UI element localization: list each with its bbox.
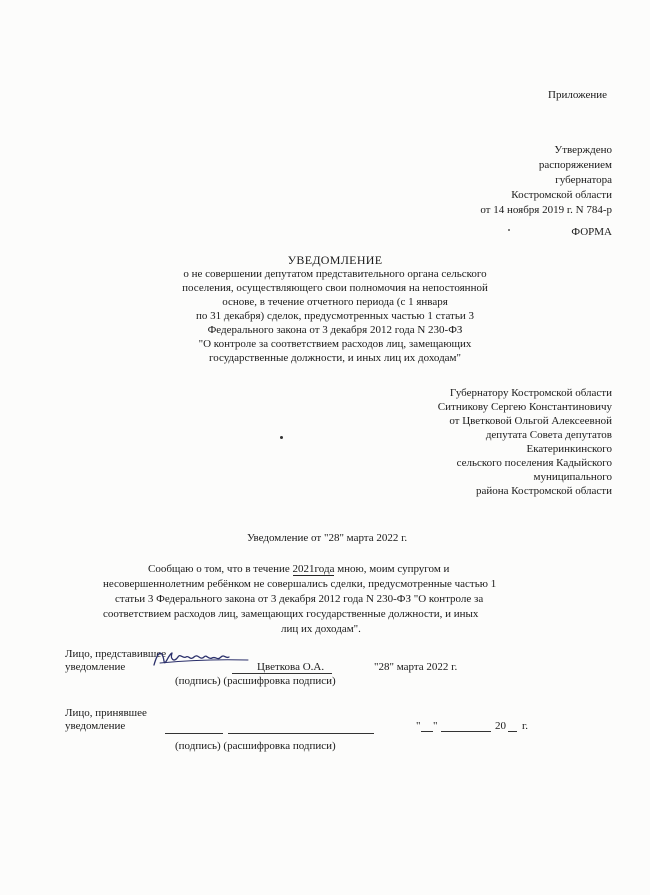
report-year: 2021года <box>292 563 335 575</box>
body-line-1-end: мною, моим супругом и <box>334 563 450 575</box>
approval-line-2: распоряжением <box>538 159 612 171</box>
receiver-day-line <box>421 731 433 732</box>
title-line-7: государственные должности, и иных лиц их доходам" <box>208 352 462 364</box>
appendix-label: Приложение <box>548 89 608 101</box>
title-line-1: о не совершении депутатом представительного органа сельского <box>183 268 487 280</box>
approval-line-4: Костромской области <box>511 189 612 201</box>
receiver-date-close: " <box>433 720 438 732</box>
addressee-line-3: от Цветковой Ольгой Алексеевной <box>449 415 612 427</box>
body-line-4: соответствием расходов лиц, замещающих государственные должности, и иных <box>103 608 479 620</box>
form-label: ФОРМА <box>571 226 612 238</box>
document-title: УВЕДОМЛЕНИЕ <box>287 253 383 267</box>
receiver-month-line <box>441 731 491 732</box>
submitter-date: "28" марта 2022 г. <box>374 661 458 673</box>
scan-speck <box>508 229 510 231</box>
title-line-3: основе, в течение отчетного периода (с 1 января <box>222 296 448 308</box>
receiver-name-line <box>228 733 374 734</box>
addressee-line-2: Ситникову Сергею Константиновичу <box>437 401 612 413</box>
addressee-line-4: депутата Совета депутатов <box>485 429 612 441</box>
submitter-name-underline <box>232 673 332 674</box>
submitter-label-1: Лицо, представившее <box>65 648 167 660</box>
approval-line-1: Утверждено <box>554 144 612 156</box>
handwritten-signature <box>150 645 250 673</box>
title-line-4: по 31 декабря) сделок, предусмотренных частью 1 статьи 3 <box>195 310 475 322</box>
receiver-year-line <box>508 731 517 732</box>
submitter-label-2: уведомление <box>65 661 126 673</box>
receiver-signature-line <box>165 733 223 734</box>
receiver-year-prefix: 20 <box>495 720 506 732</box>
approval-line-5: от 14 ноября 2019 г. N 784-р <box>480 204 612 216</box>
receiver-caption: (подпись) (расшифровка подписи) <box>175 740 336 752</box>
addressee-line-8: района Костромской области <box>475 485 612 497</box>
title-line-6: "О контроле за соответствием расходов лиц, замещающих <box>198 338 472 350</box>
addressee-line-6: сельского поселения Кадыйского <box>456 457 612 469</box>
scan-speck <box>280 436 283 439</box>
addressee-line-5: Екатеринкинского <box>526 443 612 455</box>
body-line-2: несовершеннолетним ребёнком не совершались сделки, предусмотренные частью 1 <box>103 578 497 590</box>
notice-date: Уведомление от "28" марта 2022 г. <box>247 532 408 544</box>
submitter-caption: (подпись) (расшифровка подписи) <box>175 675 336 687</box>
body-line-5: лиц их доходам". <box>281 623 361 635</box>
addressee-line-7: муниципального <box>533 471 612 483</box>
body-line-1-start: Сообщаю о том, что в течение <box>148 563 293 575</box>
submitter-name: Цветкова О.А. <box>257 661 325 673</box>
title-line-2: поселения, осуществляющего свои полномочия на непостоянной <box>182 282 488 294</box>
receiver-label-2: уведомление <box>65 720 126 732</box>
title-line-5: Федерального закона от 3 декабря 2012 года N 230-ФЗ <box>207 324 463 336</box>
body-line-1 <box>148 563 449 576</box>
body-line-3: статьи 3 Федерального закона от 3 декабря 2012 года N 230-ФЗ "О контроле за <box>115 593 484 605</box>
addressee-line-1: Губернатору Костромской области <box>449 387 612 399</box>
receiver-label-1: Лицо, принявшее <box>65 707 147 719</box>
receiver-year-suffix: г. <box>522 720 529 732</box>
approval-line-3: губернатора <box>555 174 612 186</box>
receiver-date-open: " <box>416 720 421 732</box>
